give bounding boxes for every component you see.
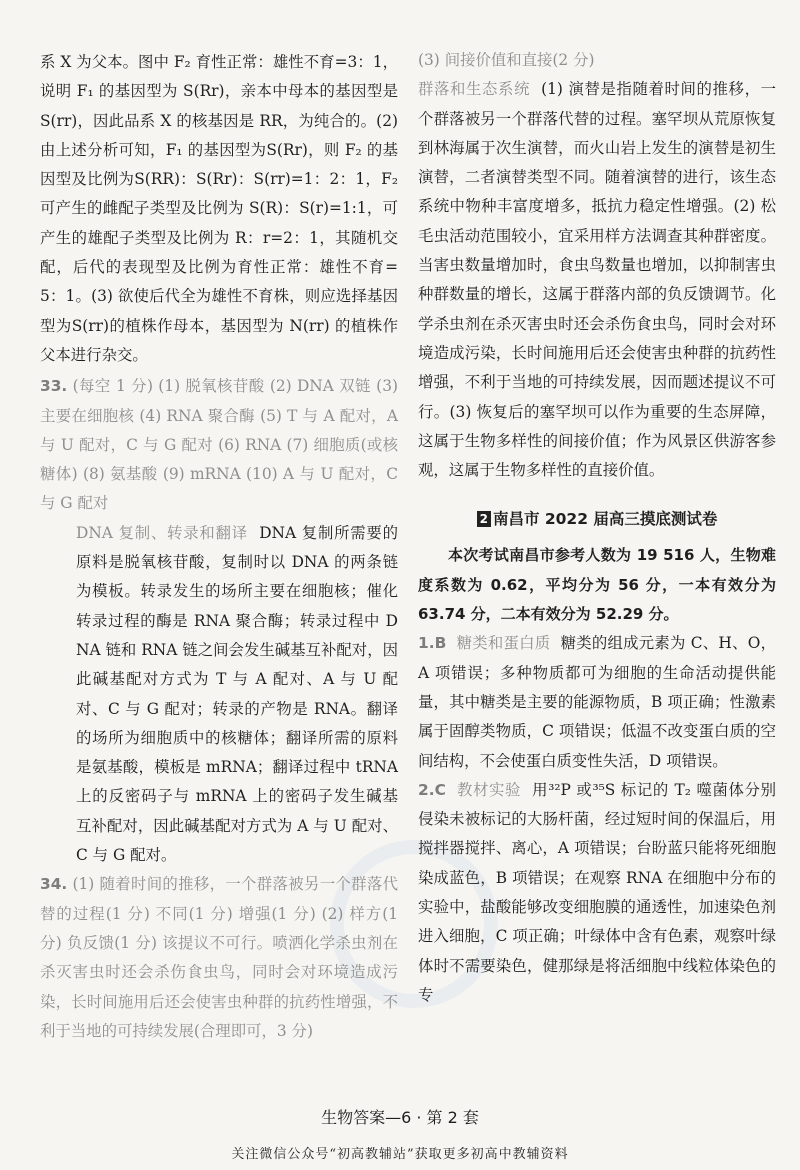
question-2: [418, 776, 776, 1010]
q1-explanation: 糖类的组成元素为 C、H、O，A 项错误；多种物质都可为细胞的生命活动提供能量，其中糖类是主要的能源物质，B 项正确；性激素属于固醇类物质，C 项错误；低温不改变蛋白质的空间结构，不会使蛋白质变性失活，D 项错误。: [418, 634, 776, 770]
q34-answer-key-continued: (3) 间接价值和直接(2 分): [418, 51, 595, 69]
q33-number: 33.: [40, 377, 68, 396]
q33-explanation-block: [40, 519, 398, 871]
continued-explanation: 系 X 为父本。图中 F₂ 育性正常：雄性不育=3：1，说明 F₁ 的基因型为 S(Rr)，亲本中母本的基因型是S(rr)，因此品系 X 的核基因是 RR，为纯合的。(2) 由上述分析可知，F₁ 的基因型为S(Rr)，则 F₂ 的基因型及比例为S(RR)：S(Rr)：S(rr)=1：2：1，F₂ 可产生的雌配子类型及比例为 S(R)：S(r)=1:1，可产生的雄配子类型及比例为 R：r=2：1，其随机交配，后代的表现型及比例为育性正常：雄性不育=5：1。(3) 欲使后代全为雄性不育株，则应选择基因型为S(rr)的植株作母本，基因型为 N(rr) 的植株作父本进行杂交。: [40, 53, 398, 364]
right-column: [418, 46, 776, 1010]
q33-explanation: DNA 复制所需要的原料是脱氧核苷酸，复制时以 DNA 的两条链为模板。转录发生的场所主要在细胞核；催化转录过程的酶是 RNA 聚合酶；转录过程中 DNA 链和 RNA 链之间会发生碱基互补配对，因此碱基配对方式为 T 与 A 配对、A 与 U 配对、C 与 G 配对；转录的产物是 RNA。翻译的场所为细胞质中的核糖体；翻译所需的原料是氨基酸，模板是 mRNA；翻译过程中 tRNA 上的反密码子与 mRNA 上的密码子发生碱基互补配对，因此碱基配对方式为 A 与 U 配对、C 与 G 配对。: [76, 523, 398, 865]
q34-topic-tag: 群落和生态系统: [418, 80, 531, 99]
q2-number: 2.: [418, 780, 435, 799]
q2-explanation: 用³²P 或³⁵S 标记的 T₂ 噬菌体分别侵染未被标记的大肠杆菌，经过短时间的保温后，用搅拌器搅拌、离心，A 项错误；台盼蓝只能将死细胞染成蓝色，B 项错误；在观察 RNA 在细胞中分布的实验中，盐酸能够改变细胞膜的通透性，加速染色剂进入细胞，C 项正确；叶绿体中含有色素，观察叶绿体时不需要染色，健那绿是将活细胞中线粒体染色的专: [418, 780, 776, 1004]
q34-explanation-block: [418, 75, 776, 485]
q34-explanation: (1) 演替是指随着时间的推移，一个群落被另一个群落代替的过程。塞罕坝从荒原恢复到林海属于次生演替，而火山岩上发生的演替是初生演替，二者演替类型不同。随着演替的进行，该生态系统中物种丰富度增多，抵抗力稳定性增强。(2) 松毛虫活动范围较小，宜采用样方法调查其种群密度。当害虫数量增加时，食虫鸟数量也增加，以抑制害虫种群数量的增长，这属于群落内部的负反馈调节。化学杀虫剂在杀灭害虫时还会杀伤食虫鸟，同时会对环境造成污染，长时间施用后还会使害虫种群的抗药性增强，不利于当地的可持续发展，因而题述提议不可行。(3) 恢复后的塞罕坝可以作为重要的生态屏障，这属于生物多样性的间接价值；作为风景区供游客参观，这属于生物多样性的直接价值。: [418, 80, 776, 480]
q34-answer-key: (1) 随着时间的推移，一个群落被另一个群落代替的过程(1 分) 不同(1 分) 增强(1 分) (2) 样方(1 分) 负反馈(1 分) 该提议不可行。喷洒化学杀虫剂在杀灭害虫时还会杀伤食虫鸟，同时会对环境造成污染，长时间施用后还会使害虫种群的抗药性增强，不利于当地的可持续发展(合理即可，3 分): [40, 875, 398, 1040]
question-1: [418, 629, 776, 775]
q2-topic-tag: 教材实验: [456, 780, 522, 799]
q33-topic-tag: DNA 复制、转录和翻译: [76, 523, 248, 542]
q34-number: 34.: [40, 875, 68, 894]
left-column: [40, 48, 398, 1046]
q2-answer: C: [434, 780, 446, 799]
question-33: [40, 372, 398, 518]
page-footer: 生物答案—6 · 第 2 套: [321, 1108, 479, 1127]
q1-topic-tag: 糖类和蛋白质: [456, 634, 551, 653]
q33-answer-key: (每空 1 分) (1) 脱氧核苷酸 (2) DNA 双链 (3) 主要在细胞核 (4) RNA 聚合酶 (5) T 与 A 配对，A 与 U 配对，C 与 G 配对 (6) RNA (7) 细胞质(或核糖体) (8) 氨基酸 (9) mRNA (10) A 与 U 配对，C 与 G 配对: [40, 377, 398, 513]
promo-line: 关注微信公众号“初高教辅站”获取更多初高中教辅资料: [231, 1147, 569, 1162]
section-title: [418, 507, 776, 529]
section-number-badge: 2: [477, 511, 491, 527]
q1-answer: B: [434, 634, 447, 653]
question-34: [40, 870, 398, 1046]
exam-statistics: 本次考试南昌市参考人数为 19 516 人，生物难度系数为 0.62，平均分为 56 分，一本有效分为 63.74 分，二本有效分为 52.29 分。: [418, 546, 776, 624]
q1-number: 1.: [418, 634, 435, 653]
section-title-text: 南昌市 2022 届高三摸底测试卷: [492, 510, 718, 529]
